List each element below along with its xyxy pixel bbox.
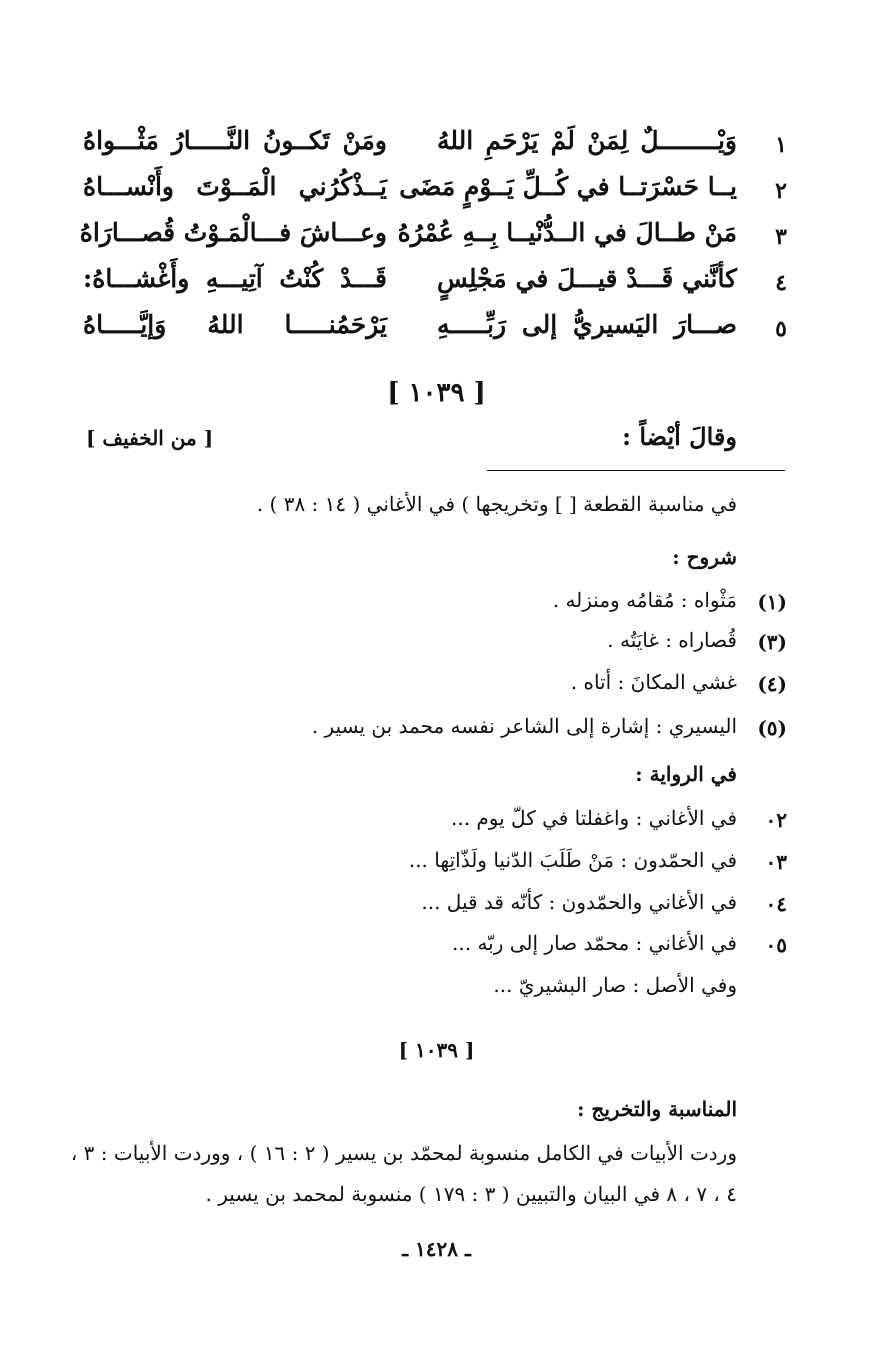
- variant-number: ٠٣: [765, 850, 787, 874]
- page-number: ـ ١٤٢٨ ـ: [402, 1237, 471, 1261]
- variant-text: في الأغاني : محمّد صار إلى ربّه ...: [452, 931, 737, 955]
- variant-number: ٠٢: [765, 808, 787, 832]
- piece-number: [ ١٠٣٩ ]: [387, 378, 486, 408]
- section-number: [ ١٠٣٩ ]: [398, 1038, 475, 1062]
- variant-note: وفي الأصل : صار البشيريّ ...: [493, 973, 737, 997]
- variant-number: ٠٤: [765, 892, 787, 916]
- verse-number: ٤: [775, 270, 787, 296]
- note-text: غشي المكانَ : أتاه .: [570, 670, 737, 694]
- provenance-line-1: وردت الأبيات في الكامل منسوبة لمحمّد بن يسير ( ٢ : ١٦ ) ، ووردت الأبيات : ٣ ،: [70, 1141, 737, 1165]
- meter-label: [ من الخفيف ]: [86, 426, 214, 450]
- note-number: (٤): [757, 672, 787, 696]
- note-text: مَثْواه : مُقامُه ومنزله .: [552, 588, 737, 612]
- first-hemistich: يــا حَسْرَتــا في كُــلِّ يَــوْمٍ مَضَى: [399, 172, 737, 201]
- first-hemistich: مَنْ طــالَ في الــدُّنْيــا بِــهِ عُمْرُهُ: [397, 218, 737, 247]
- verse-line: [0, 310, 873, 354]
- first-hemistich: وَيْــــــــلٌ لِمَنْ لَمْ يَرْحَمِ اللهُ: [437, 126, 737, 155]
- verse-line: [0, 264, 873, 308]
- variants-heading: في الرواية :: [635, 762, 737, 786]
- variant-number: ٠٥: [765, 933, 787, 957]
- verse-number: ٣: [775, 224, 787, 250]
- note-text: اليسيري : إشارة إلى الشاعر نفسه محمد بن يسير .: [311, 714, 737, 738]
- verse-number: ١: [775, 132, 787, 158]
- intro-heading: وقالَ أيْضاً :: [622, 422, 737, 451]
- first-hemistich: صـــارَ اليَسيريُّ إلى رَبِّـــــهِ: [437, 310, 737, 339]
- second-hemistich: وعـــاشَ فـــالْمَـوْتُ قُصـــارَاهُ: [79, 218, 387, 247]
- variant-text: في الأغاني : واغفلتا في كلّ يوم ...: [450, 806, 737, 830]
- variant-text: في الحمّدون : مَنْ طَلَبَ الدّنيا ولَذّاتِها ...: [408, 848, 737, 872]
- note-number: (٥): [757, 716, 787, 740]
- second-hemistich: ومَنْ تَكــونُ النَّـــــارُ مَثْـــواهُ: [83, 126, 387, 155]
- note-number: (١): [757, 590, 787, 614]
- provenance-line-2: ٤ ، ٧ ، ٨ في البيان والتبيين ( ٣ : ١٧٩ ) منسوبة لمحمد بن يسير .: [205, 1182, 737, 1206]
- verse-number: ٢: [775, 178, 787, 204]
- provenance-heading: المناسبة والتخريج :: [577, 1097, 737, 1121]
- note-number: (٣): [757, 630, 787, 654]
- verse-line: [0, 218, 873, 262]
- variant-text: في الأغاني والحمّدون : كأنّه قد قيل ...: [421, 890, 737, 914]
- second-hemistich: قَـــدْ كُنْتُ آتِيـــهِ وأَغْشـــاهُ:: [83, 264, 387, 293]
- footnote-divider: [487, 470, 785, 471]
- second-hemistich: يَرْحَمُنـــــا اللهُ وَإيَّـــــاهُ: [83, 310, 387, 339]
- commentary-heading: شروح :: [672, 545, 737, 569]
- second-hemistich: يَــذْكُرُني الْمَــوْتَ وأَنْســـاهُ: [83, 172, 387, 201]
- verse-number: ٥: [775, 316, 787, 342]
- first-hemistich: كأنَّني قَـــدْ قيـــلَ في مَجْلِسٍ: [437, 264, 737, 293]
- occasion-line: في مناسبة القطعة [ ] وتخريجها ) في الأغاني ( ١٤ : ٣٨ ) .: [256, 492, 737, 516]
- note-text: قُصاراه : غايَتُه .: [607, 628, 737, 652]
- verse-line: [0, 172, 873, 216]
- verse-line: [0, 126, 873, 170]
